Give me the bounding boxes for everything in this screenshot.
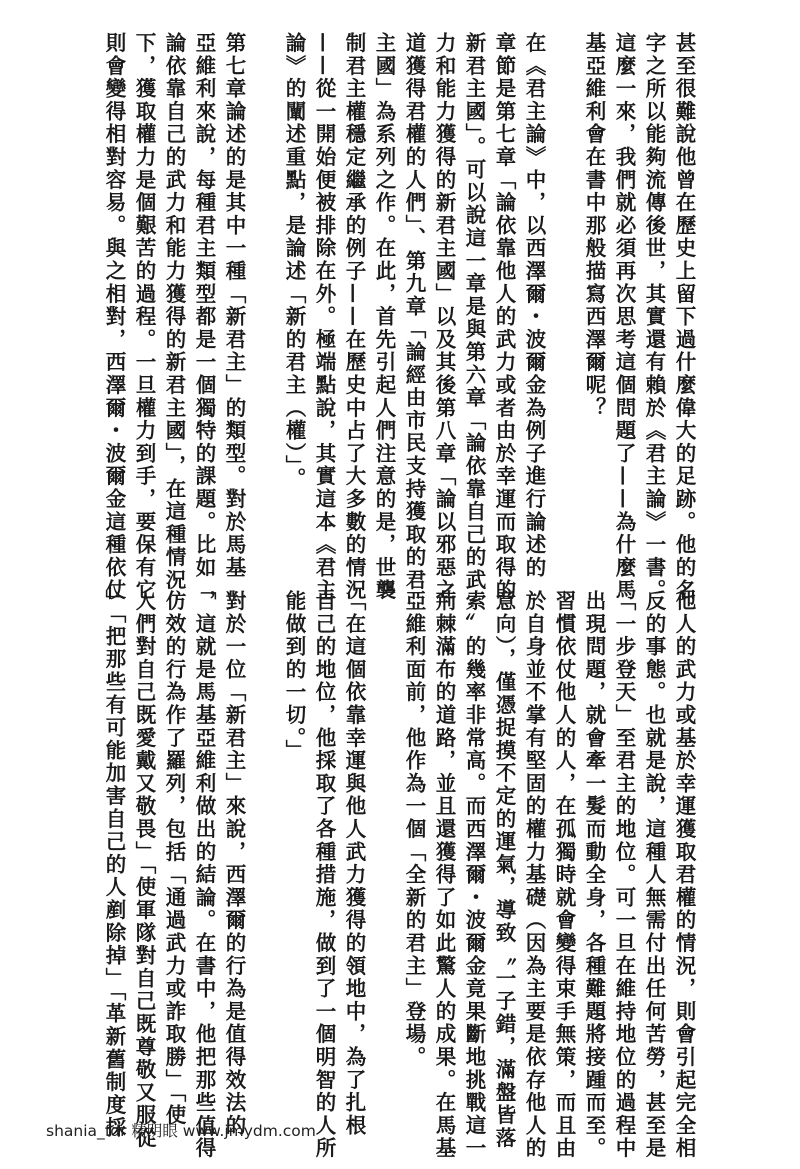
text-column: 他人的武力或基於幸運獲取君權的情況，則會引起完全相: [672, 590, 696, 1160]
text-column: 「在這個依靠幸運與他人武力獲得的領地中，為了扎根: [342, 590, 366, 1138]
text-column: 亞維利來說，每種君主類型都是一個獨特的課題。比如「: [192, 32, 216, 602]
scan-credit-footer: shania_fdr 精明眼 www.jmydm.com: [46, 1122, 316, 1140]
text-column: 」「把那些有可能加害自己的人剷除掉」「革新舊制度採: [102, 590, 126, 1140]
text-column: 章節是第七章「論依靠他人的武力或者由於幸運而取得的: [492, 32, 516, 602]
text-column: 基亞維利會在書中那般描寫西澤爾呢？: [582, 32, 606, 420]
text-column: 習慣依仗他人的人，在孤獨時就會變得束手無策，而且由: [552, 590, 576, 1160]
text-column: 第七章論述的是其中一種「新君主」的類型。對於馬基: [222, 32, 246, 580]
text-column: 論》的闡述重點，是論述「新的君主（權）」。: [282, 32, 306, 491]
text-column: 道獲得君權的人們」、第九章「論經由市民支持獲取的君: [402, 32, 426, 592]
text-column: 意向），僅憑捉摸不定的運氣，導致〝一子錯，滿盤皆落: [492, 590, 516, 1150]
text-column: 索〞的幾率非常高。而西澤爾・波爾金竟果斷地挑戰這一: [462, 590, 486, 1160]
text-column: 制君主權穩定繼承的例子——在歷史中占了大多數的情況: [342, 32, 366, 602]
text-column: 則會變得相對容易。與之相對，西澤爾・波爾金這種依仗: [102, 32, 126, 602]
text-column: ，這就是馬基亞維利做出的結論。在書中，他把那些值得: [192, 590, 216, 1160]
text-column: 亞維利面前，他作為一個「全新的君主」登場。: [402, 590, 426, 1069]
text-column: 這麼一來，我們就必須再次思考這個問題了——為什麼馬: [612, 32, 636, 602]
text-column: 能做到的一切。」: [282, 590, 306, 763]
text-column: 新君主國」。可以說這一章是與第六章「論依靠自己的武: [462, 32, 486, 592]
text-column: 荊棘滿布的道路，並且還獲得了如此驚人的成果。在馬基: [432, 590, 456, 1160]
text-column: 下，獲取權力是個艱苦的過程。一旦權力到手，要保有它: [132, 32, 156, 602]
text-column: 力和能力獲得的新君主國」以及其後第八章「論以邪惡之: [432, 32, 456, 602]
text-column: 反的事態。也就是說，這種人無需付出任何苦勞，甚至是: [642, 590, 666, 1160]
text-column: 仿效的行為作了羅列，包括「通過武力或詐取勝」「使: [162, 590, 186, 1127]
text-column: 「一步登天」至君主的地位。可一旦在維持地位的過程中: [612, 590, 636, 1160]
text-column: ——從一開始便被排除在外。極端點說，其實這本《君主: [312, 32, 336, 602]
text-column: 論依靠自己的武力和能力獲得的新君主國」，在這種情況: [162, 32, 186, 592]
text-column: 甚至很難說他曾在歷史上留下過什麼偉大的足跡。他的名: [672, 32, 696, 602]
text-column: 對於一位「新君主」來說，西澤爾的行為是值得效法的: [222, 590, 246, 1138]
text-column: 出現問題，就會牽一髮而動全身，各種難題將接踵而至。: [582, 590, 606, 1160]
text-column: 自己的地位，他採取了各種措施，做到了一個明智的人所: [312, 590, 336, 1160]
text-column: 主國」為系列之作。在此，首先引起人們注意的是，世襲: [372, 32, 396, 602]
text-column: 字之所以能夠流傳後世，其實還有賴於《君主論》一書。: [642, 32, 666, 602]
text-column: 人們對自己既愛戴又敬畏」「使軍隊對自己既尊敬又服從: [132, 590, 156, 1150]
text-column: 在《君主論》中，以西澤爾・波爾金為例子進行論述的: [522, 32, 546, 580]
top-text-block: [100, 32, 700, 602]
text-column: 於自身並不掌有堅固的權力基礎（因為主要是依存他人的: [522, 590, 546, 1160]
